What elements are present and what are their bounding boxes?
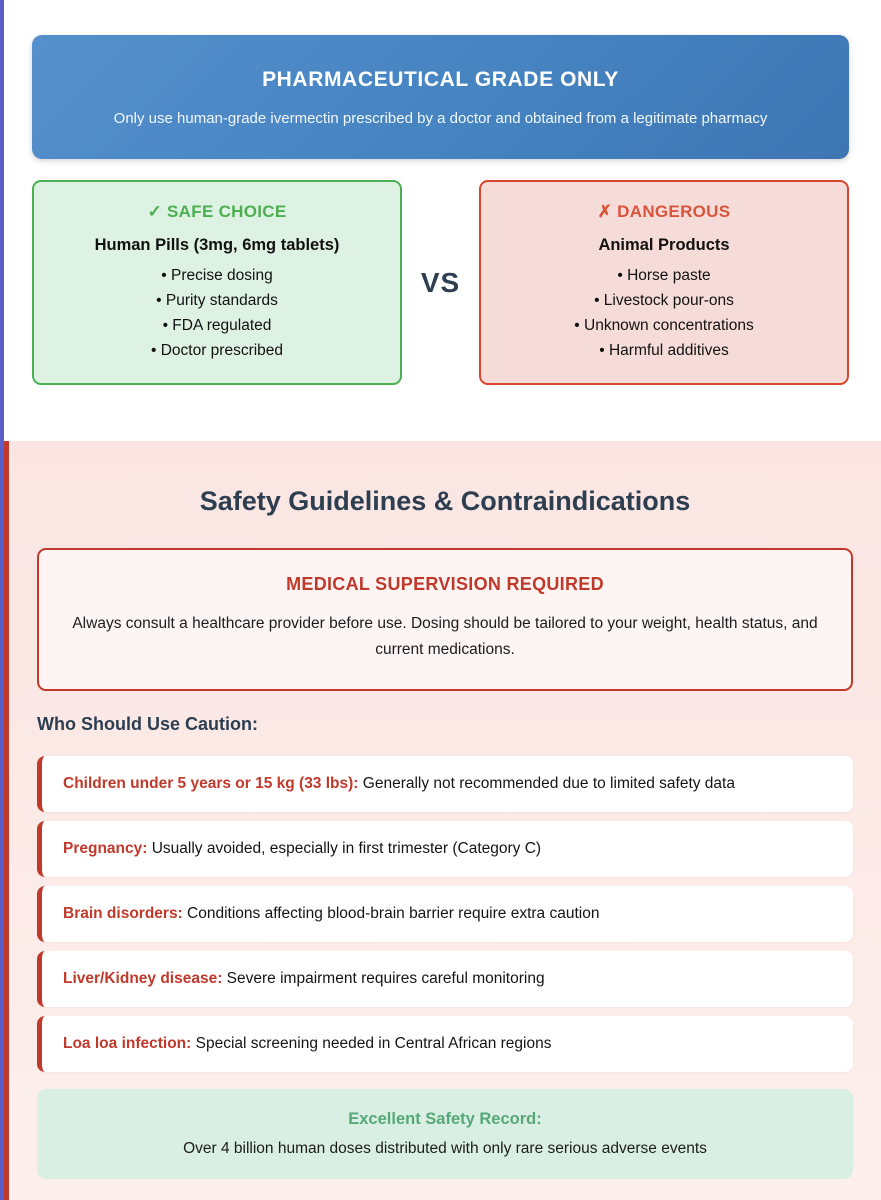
- vs-label: VS: [420, 266, 461, 298]
- safe-choice-label: SAFE CHOICE: [167, 202, 287, 221]
- caution-label: Brain disorders:: [63, 905, 183, 922]
- caution-text: [63, 775, 735, 793]
- caution-text: [63, 1035, 551, 1053]
- page-left-accent-purple: [0, 0, 4, 1200]
- comparison-row: [32, 180, 849, 385]
- caution-text: [63, 840, 541, 858]
- caution-description: Severe impairment requires careful monitoring: [222, 970, 545, 987]
- caution-item-loa-loa: [37, 1016, 853, 1072]
- section-left-accent-red: [4, 441, 9, 1200]
- check-icon: ✓: [147, 202, 163, 221]
- dangerous-heading: [497, 202, 831, 222]
- safety-record-callout: [37, 1089, 853, 1179]
- caution-text: [63, 905, 599, 923]
- caution-text: [63, 970, 545, 988]
- safe-choice-title: Human Pills (3mg, 6mg tablets): [94, 236, 340, 254]
- safety-guidelines-section: [0, 441, 881, 1200]
- safe-choice-heading: [50, 202, 384, 222]
- list-item: • Unknown concentrations: [574, 317, 754, 334]
- safe-choice-list: [50, 263, 384, 363]
- list-item: • Livestock pour-ons: [594, 292, 734, 309]
- medical-supervision-callout: [37, 548, 853, 691]
- list-item: • Doctor prescribed: [150, 342, 284, 359]
- caution-description: Usually avoided, especially in first trimester (Category C): [147, 840, 542, 857]
- safe-choice-card: [32, 180, 402, 385]
- list-item: • Harmful additives: [599, 342, 729, 359]
- list-item: • FDA regulated: [162, 317, 272, 334]
- caution-item-liver-kidney: [37, 951, 853, 1007]
- dangerous-card: [479, 180, 849, 385]
- caution-description: Conditions affecting blood-brain barrier require extra caution: [182, 905, 600, 922]
- medical-supervision-body: Always consult a healthcare provider before use. Dosing should be tailored to your weight, health status, and current medications.: [72, 615, 818, 658]
- list-item: • Precise dosing: [161, 267, 273, 284]
- caution-heading: Who Should Use Caution:: [37, 714, 258, 734]
- pharmaceutical-section: [0, 0, 881, 441]
- caution-item-pregnancy: [37, 821, 853, 877]
- caution-label: Pregnancy:: [63, 840, 148, 857]
- caution-description: Special screening needed in Central African regions: [191, 1035, 552, 1052]
- cross-icon: ✗: [597, 202, 613, 221]
- caution-description: Generally not recommended due to limited safety data: [358, 775, 735, 792]
- vs-separator: [402, 180, 479, 385]
- banner-subtitle: Only use human-grade ivermectin prescribed by a doctor and obtained from a legitimate pharmacy: [113, 109, 768, 127]
- list-item: • Horse paste: [617, 267, 711, 284]
- dangerous-label: DANGEROUS: [617, 202, 731, 221]
- caution-label: Liver/Kidney disease:: [63, 970, 223, 987]
- list-item: • Purity standards: [156, 292, 278, 309]
- safety-record-title: Excellent Safety Record:: [348, 1110, 542, 1128]
- safety-record-body: Over 4 billion human doses distributed with only rare serious adverse events: [183, 1140, 707, 1157]
- caution-item-brain-disorders: [37, 886, 853, 942]
- dangerous-list: [497, 263, 831, 363]
- banner-title: PHARMACEUTICAL GRADE ONLY: [262, 67, 619, 91]
- caution-item-children: [37, 756, 853, 812]
- caution-label: Children under 5 years or 15 kg (33 lbs):: [63, 775, 359, 792]
- pharmaceutical-grade-banner: [32, 35, 849, 159]
- caution-label: Loa loa infection:: [63, 1035, 192, 1052]
- safety-section-title: Safety Guidelines & Contraindications: [199, 486, 691, 516]
- dangerous-title: Animal Products: [598, 236, 730, 254]
- medical-supervision-title: MEDICAL SUPERVISION REQUIRED: [286, 574, 604, 594]
